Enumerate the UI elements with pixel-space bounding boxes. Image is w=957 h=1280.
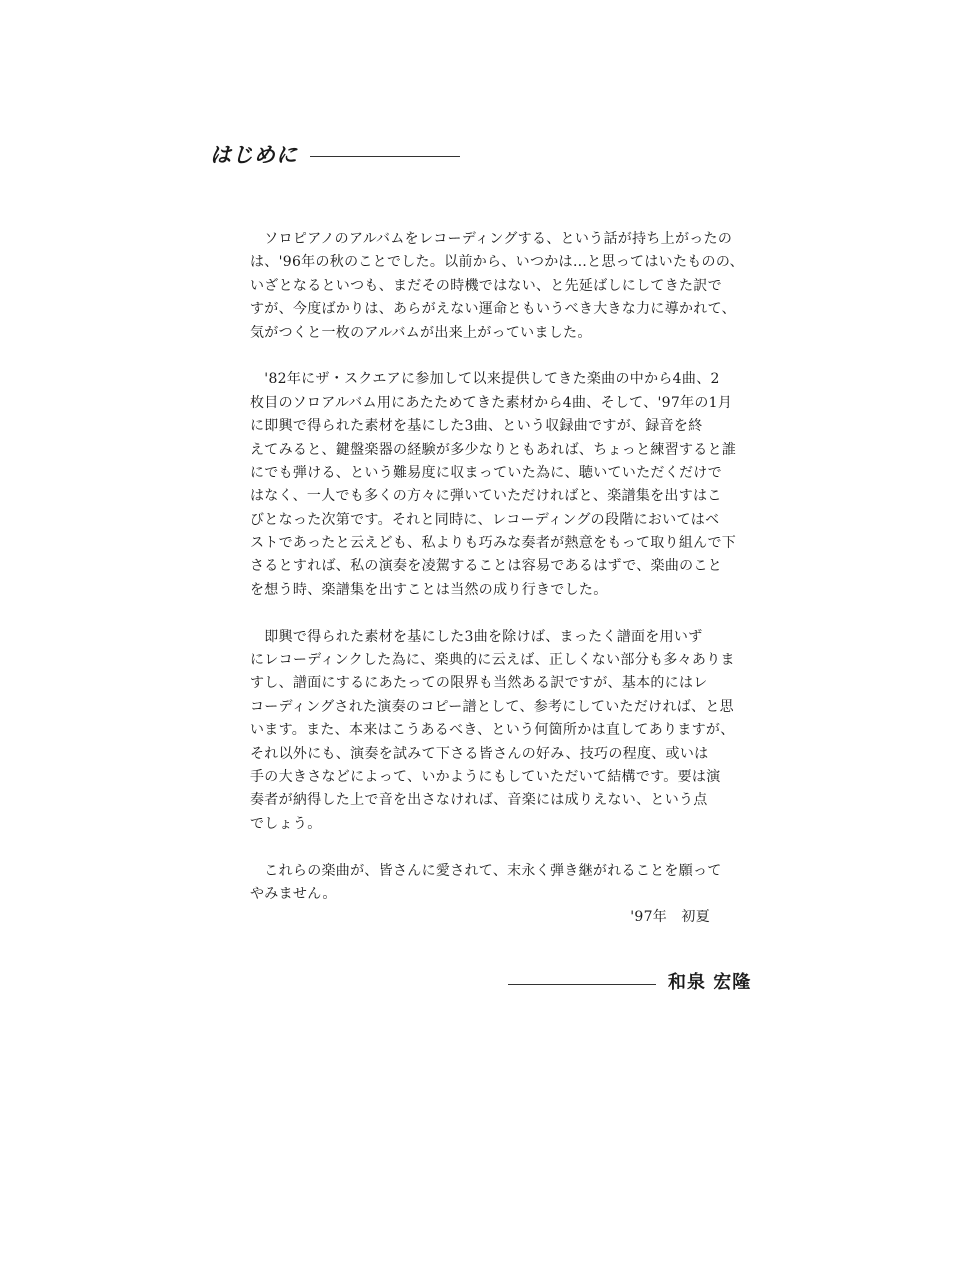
signature-rule — [508, 984, 656, 985]
paragraph-gap — [250, 345, 720, 368]
text-line: やみません。 — [250, 885, 337, 902]
text-line: さるとすれば、私の演奏を凌駕することは容易であるはずで、楽曲のこと — [250, 558, 723, 575]
text-line: '82年にザ・スクエアに参加して以来提供してきた楽曲の中から4曲、2 — [250, 371, 720, 388]
paragraph-gap — [250, 602, 720, 625]
text-line: 手の大きさなどによって、いかようにもしていただいて結構です。要は演 — [250, 768, 721, 785]
paragraph-gap — [250, 836, 720, 859]
paragraph-1 — [250, 228, 744, 345]
page-heading — [210, 140, 460, 170]
text-line: 即興で得られた素材を基にした3曲を除けば、まったく譜面を用いず — [250, 628, 703, 645]
paragraph-3 — [250, 626, 735, 837]
text-line: 奏者が納得した上で音を出さなければ、音楽には成りえない、という点 — [250, 792, 708, 809]
text-line: を想う時、楽譜集を出すことは当然の成り行きでした。 — [250, 581, 608, 598]
text-line: えてみると、鍵盤楽器の経験が多少なりともあれば、ちょっと練習すると誰 — [250, 441, 737, 458]
text-line: びとなった次第です。それと同時に、レコーディングの段階においてはベ — [250, 511, 720, 528]
heading-rule — [310, 156, 460, 157]
preface-text — [250, 228, 744, 930]
text-line: すが、今度ばかりは、あらがえない運命ともいうべき大きな力に導かれて、 — [250, 301, 736, 318]
text-line: に即興で得られた素材を基にした3曲、という収録曲ですが、録音を終 — [250, 418, 703, 435]
text-line: でしょう。 — [250, 815, 322, 832]
paragraph-2 — [250, 368, 737, 602]
text-line: にでも弾ける、という難易度に収まっていた為に、聴いていただくだけで — [250, 464, 722, 481]
text-line: いざとなるといつも、まだその時機ではない、と先延ばしにしてきた訳で — [250, 277, 722, 294]
signature — [508, 968, 751, 998]
date-line: '97年 初夏 — [630, 909, 710, 926]
author-name: 和泉 宏隆 — [668, 972, 752, 993]
text-line: 枚目のソロアルバム用にあたためてきた素材から4曲、そして、'97年の1月 — [250, 394, 733, 411]
text-line: は、'96年の秋のことでした。以前から、いつかは…と思ってはいたものの、 — [250, 254, 744, 271]
text-line: すし、譜面にするにあたっての限界も当然ある訳ですが、基本的にはレ — [250, 675, 708, 692]
text-line: ソロピアノのアルバムをレコーディングする、という話が持ち上がったの — [250, 231, 733, 247]
text-line: にレコーディンクした為に、楽典的に云えば、正しくない部分も多々ありま — [250, 652, 735, 669]
text-line: これらの楽曲が、皆さんに愛されて、末永く弾き継がれることを願って — [250, 862, 722, 879]
text-line: ストであったと云えども、私よりも巧みな奏者が熱意をもって取り組んで下 — [250, 535, 737, 552]
text-line: はなく、一人でも多くの方々に弾いていただければと、楽譜集を出すはこ — [250, 488, 722, 505]
text-line: それ以外にも、演奏を試みて下さる皆さんの好み、技巧の程度、或いは — [250, 745, 709, 762]
page-title: はじめに — [210, 143, 298, 167]
text-line: います。また、本来はこうあるべき、という何箇所かは直してありますが、 — [250, 722, 735, 739]
text-line: 気がつくと一枚のアルバムが出来上がっていました。 — [250, 324, 592, 341]
text-line: コーディングされた演奏のコピー譜として、参考にしていただければ、と思 — [250, 698, 734, 715]
paragraph-4 — [250, 860, 720, 907]
